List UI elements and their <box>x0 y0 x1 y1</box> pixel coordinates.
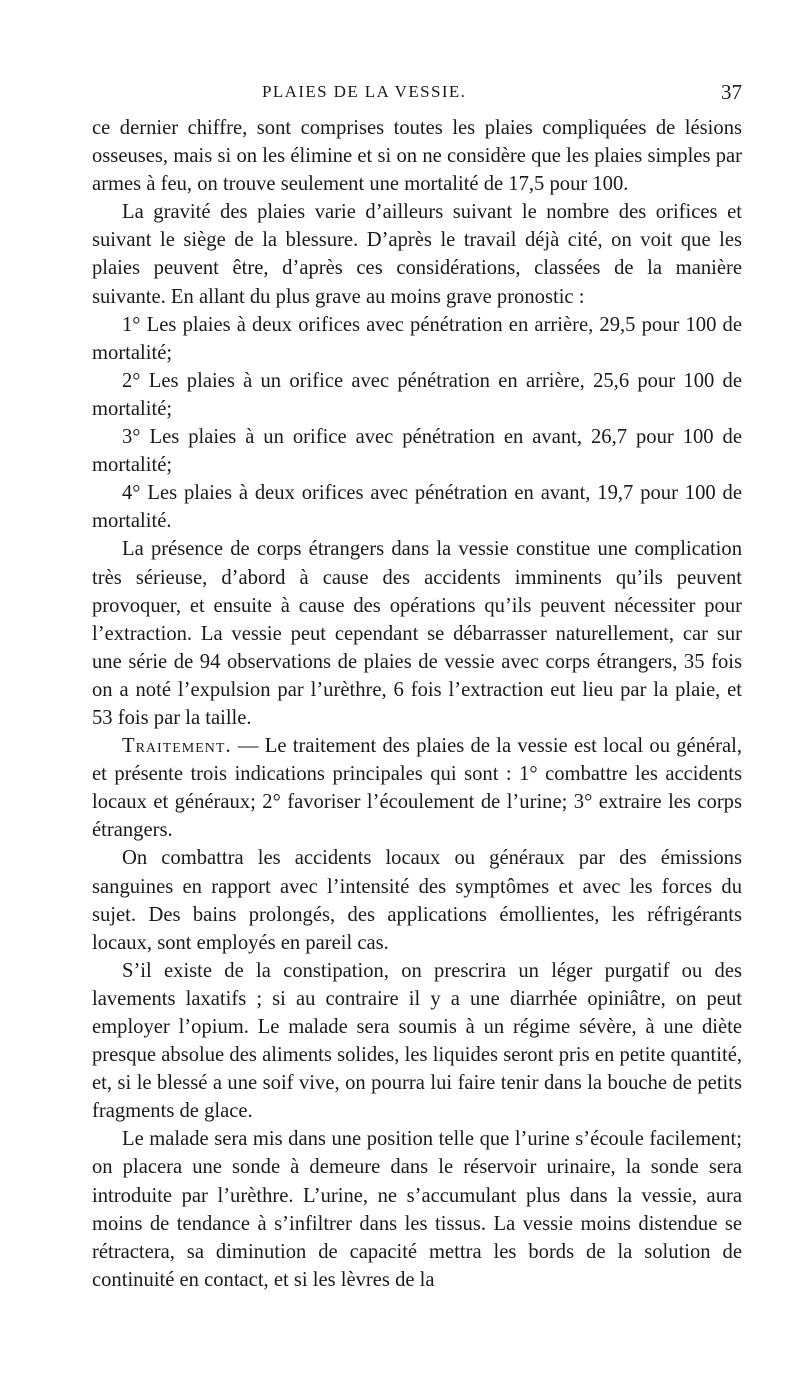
running-title: PLAIES DE LA VESSIE. <box>262 82 467 101</box>
paragraph <box>92 732 742 844</box>
paragraph: La gravité des plaies varie d’ailleurs suivant le nombre des orifices et suivant le siège de la blessure. D’après le travail déjà cité, on voit que les plaies peuvent être, d’après ces considérations, classées de la manière suivante. En allant du plus grave au moins grave pronostic : <box>92 201 742 308</box>
list-item: 1° Les plaies à deux orifices avec pénétration en arrière, 29,5 pour 100 de mortalité; <box>92 313 742 364</box>
paragraph: Le malade sera mis dans une position telle que l’urine s’écoule facilement; on placera une sonde à demeure dans le réservoir urinaire, la sonde sera introduite par l’urèthre. L’urine, ne s’accumulant plus dans la vessie, aura moins de tendance à s’infiltrer dans les tissus. La vessie moins distendue se rétractera, sa diminution de capacité mettra les bords de la solution de continuité en contact, et si les lèvres de la <box>92 1128 742 1291</box>
paragraph-text: — Le traitement des plaies de la vessie est local ou général, et présente trois indications principales qui sont : 1° combattre les accidents locaux et généraux; 2° favoriser l’écoulement de l’urine; 3° extraire les corps étrangers. <box>92 735 742 842</box>
page-number: 37 <box>721 80 742 104</box>
list-item: 2° Les plaies à un orifice avec pénétration en arrière, 25,6 pour 100 de mortalité; <box>92 369 742 420</box>
body-text <box>92 114 742 1294</box>
paragraph: On combattra les accidents locaux ou généraux par des émissions sanguines en rapport avec l’intensité des symptômes et avec les forces du sujet. Des bains prolongés, des applications émollientes, les réfrigérants locaux, sont employés en pareil cas. <box>92 847 742 954</box>
list-item: 4° Les plaies à deux orifices avec pénétration en avant, 19,7 pour 100 de mortalité. <box>92 482 742 533</box>
list-item: 3° Les plaies à un orifice avec pénétration en avant, 26,7 pour 100 de mortalité; <box>92 426 742 477</box>
section-label: Traitement. <box>122 735 232 758</box>
paragraph: La présence de corps étrangers dans la vessie constitue une complication très sérieuse, d’abord à cause des accidents imminents qu’ils peuvent provoquer, et ensuite à cause des opérations qu’ils peuvent nécessiter pour l’extraction. La vessie peut cependant se débarrasser naturellement, car sur une série de 94 observations de plaies de vessie avec corps étrangers, 35 fois on a noté l’expulsion par l’urèthre, 6 fois l’extraction eut lieu par la plaie, et 53 fois par la taille. <box>92 538 742 729</box>
paragraph: ce dernier chiffre, sont comprises toutes les plaies compliquées de lésions osseuses, mais si on les élimine et si on ne considère que les plaies simples par armes à feu, on trouve seulement une mortalité de 17,5 pour 100. <box>92 117 742 196</box>
paragraph: S’il existe de la constipation, on prescrira un léger purgatif ou des lavements laxatifs ; si au contraire il y a une diarrhée opiniâtre, on peut employer l’opium. Le malade sera soumis à un régime sévère, à une diète presque absolue des aliments solides, les liquides seront pris en petite quantité, et, si le blessé a une soif vive, on pourra lui faire tenir dans la bouche de petits fragments de glace. <box>92 959 742 1123</box>
running-head <box>92 82 742 106</box>
